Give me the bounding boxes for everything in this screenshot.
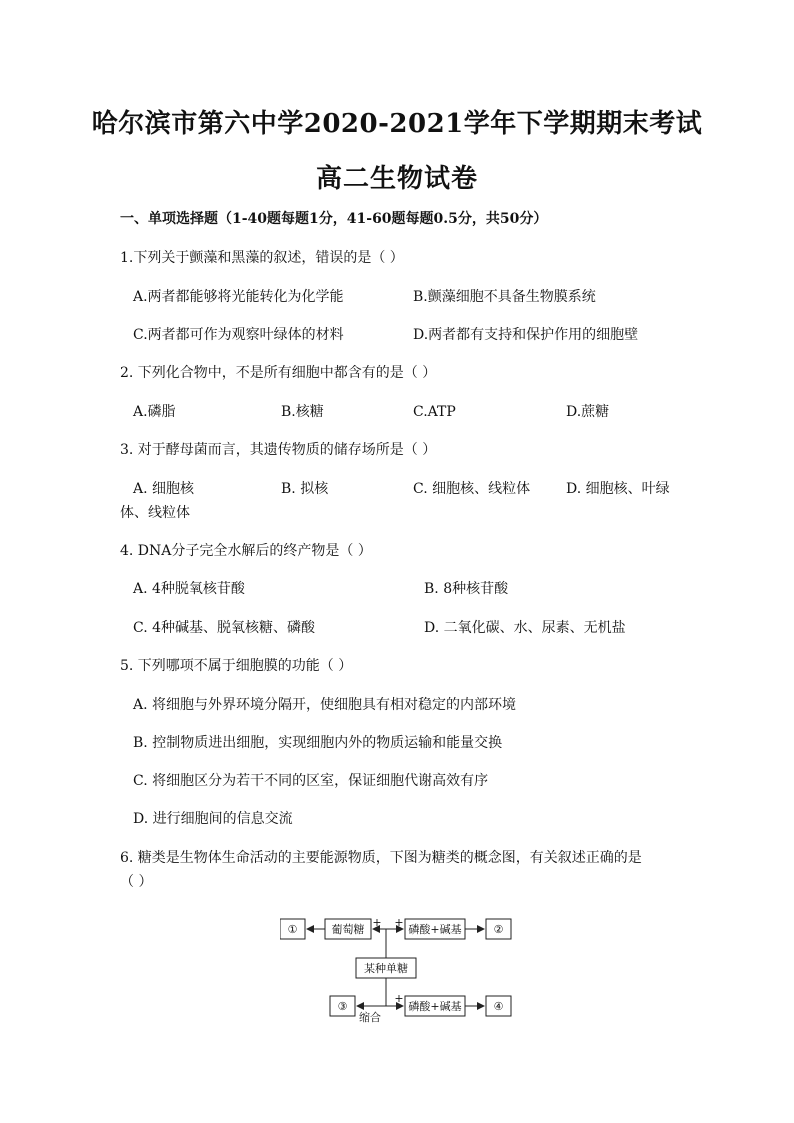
question-2-stem: 2. 下列化合物中，不是所有细胞中都含有的是（ ） [120,365,437,381]
glucose-label: 葡萄糖 [331,923,365,936]
plus-3: + [394,992,404,1005]
question-1-option-a: A.两者都能够将光能转化为化学能 [133,289,344,305]
phos-bottom-label: 磷酸+碱基 [408,1000,462,1013]
page-title: 哈尔滨市第六中学2020-2021学年下学期期末考试 [91,109,703,139]
section-heading: 一、单项选择题（1-40题每题1分，41-60题每题0.5分，共50分） [120,211,548,227]
question-2-option-d: D.蔗糖 [566,404,610,420]
plus-2: + [394,916,404,929]
box-1-label: ① [287,923,298,936]
question-1-option-d: D.两者都有支持和保护作用的细胞壁 [413,327,639,343]
question-1-stem: 1.下列关于颤藻和黑藻的叙述，错误的是（ ） [120,250,404,266]
question-4-option-a: A. 4种脱氧核苷酸 [133,581,245,597]
question-2-option-c: C.ATP [413,404,456,420]
box-4-label: ④ [493,1000,504,1013]
question-3-option-d: D. 细胞核、叶绿 [566,481,670,497]
sugar-concept-diagram [280,914,520,1024]
question-4-option-c: C. 4种碱基、脱氧核糖、磷酸 [133,620,316,636]
question-5-option-a: A. 将细胞与外界环境分隔开，使细胞具有相对稳定的内部环境 [133,697,517,713]
phos-top-label: 磷酸+碱基 [408,923,462,936]
question-5-option-b: B. 控制物质进出细胞，实现细胞内外的物质运输和能量交换 [133,735,503,751]
question-6-stem: 6. 糖类是生物体生命活动的主要能源物质，下图为糖类的概念图，有关叙述正确的是 [120,850,642,866]
question-5-option-d: D. 进行细胞间的信息交流 [133,811,293,827]
question-1-option-c: C.两者都可作为观察叶绿体的材料 [133,327,344,343]
question-1-option-b: B.颤藻细胞不具备生物膜系统 [413,289,596,305]
question-6-stem-continuation: （ ） [120,874,153,890]
question-2-option-b: B.核糖 [281,404,324,420]
page-subtitle: 高二生物试卷 [315,164,478,194]
question-3-option-d-continuation: 体、线粒体 [120,505,190,521]
question-4-option-d: D. 二氧化碳、水、尿素、无机盐 [424,620,626,636]
question-5-stem: 5. 下列哪项不属于细胞膜的功能（ ） [120,658,353,674]
question-3-option-b: B. 拟核 [281,481,329,497]
question-5-option-c: C. 将细胞区分为若干不同的区室，保证细胞代谢高效有序 [133,773,489,789]
box-2-label: ② [493,923,504,936]
question-2-option-a: A.磷脂 [133,404,176,420]
center-label: 某种单糖 [364,962,408,975]
question-3-option-a: A. 细胞核 [133,481,195,497]
plus-1: + [372,916,382,929]
question-3-option-c: C. 细胞核、线粒体 [413,481,531,497]
question-3-stem: 3. 对于酵母菌而言，其遗传物质的储存场所是（ ） [120,442,437,458]
box-3-label: ③ [337,1000,348,1013]
condense-label: 缩合 [359,1011,381,1024]
question-4-option-b: B. 8种核苷酸 [424,581,509,597]
question-4-stem: 4. DNA分子完全水解后的终产物是（ ） [120,543,372,559]
